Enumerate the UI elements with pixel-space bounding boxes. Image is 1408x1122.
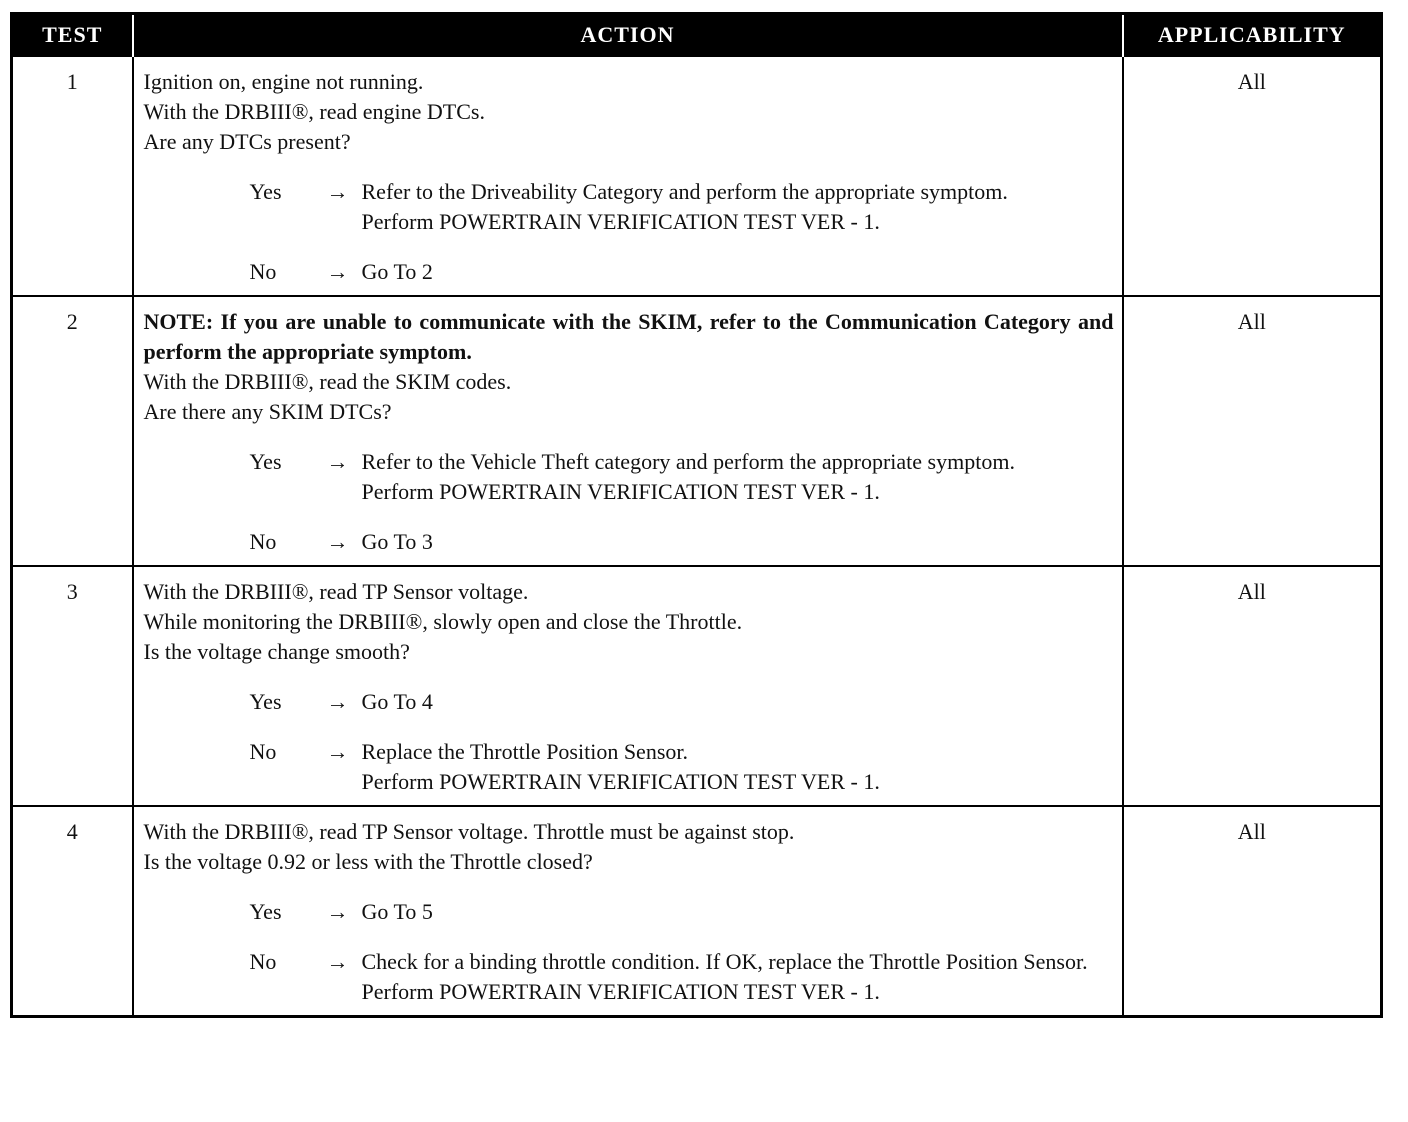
test-number: 2: [12, 296, 133, 566]
result-line: Perform POWERTRAIN VERIFICATION TEST VER - 1.: [361, 769, 880, 794]
arrow-icon: →: [326, 949, 349, 974]
action-cell: [133, 566, 1123, 806]
answer-label: No: [249, 739, 277, 764]
answer-result: [362, 897, 1114, 927]
result-line: Check for a binding throttle condition. If OK, replace the Throttle Position Sensor.: [361, 949, 1088, 974]
result-line: Go To 3: [361, 529, 433, 554]
answer-no: [250, 257, 1114, 287]
result-line: Go To 2: [361, 259, 433, 284]
action-line: Ignition on, engine not running.: [143, 69, 424, 94]
answer-yes: [250, 177, 1114, 237]
answer-yes: [250, 897, 1114, 927]
arrow-icon: →: [326, 179, 349, 204]
answer-label: No: [249, 259, 277, 284]
test-number: 3: [12, 566, 133, 806]
answer-no: [250, 527, 1114, 557]
answer-label: Yes: [249, 179, 282, 204]
action-line: While monitoring the DRBIII®, slowly open and close the Throttle.: [143, 609, 743, 634]
action-line: With the DRBIII®, read TP Sensor voltage.: [143, 579, 529, 604]
answer-label: No: [249, 529, 277, 554]
result-line: Refer to the Driveability Category and perform the appropriate symptom.: [361, 179, 1008, 204]
answer-yes: [250, 687, 1114, 717]
result-line: Refer to the Vehicle Theft category and perform the appropriate symptom.: [361, 449, 1015, 474]
applicability-value: All: [1123, 296, 1382, 566]
table-row: [12, 56, 1382, 296]
result-line: Perform POWERTRAIN VERIFICATION TEST VER - 1.: [361, 479, 880, 504]
answer-result: [362, 947, 1114, 1007]
table-header: [12, 14, 1382, 57]
answer-no: [250, 947, 1114, 1007]
test-number: 4: [12, 806, 133, 1017]
table-row: [12, 296, 1382, 566]
answer-label: Yes: [249, 689, 282, 714]
result-line: Perform POWERTRAIN VERIFICATION TEST VER - 1.: [361, 979, 880, 1004]
answer-label: Yes: [249, 449, 282, 474]
header-applicability: APPLICABILITY: [1123, 14, 1382, 57]
arrow-icon: →: [326, 689, 349, 714]
arrow-icon: →: [326, 529, 349, 554]
diagnostic-table-container: [10, 12, 1380, 1018]
applicability-value: All: [1123, 806, 1382, 1017]
answer-label: No: [249, 949, 277, 974]
answer-result: [362, 177, 1114, 237]
applicability-value: All: [1123, 566, 1382, 806]
result-line: Replace the Throttle Position Sensor.: [361, 739, 688, 764]
answer-yes: [250, 447, 1114, 507]
test-number: 1: [12, 56, 133, 296]
action-line: With the DRBIII®, read engine DTCs.: [143, 99, 485, 124]
result-line: Perform POWERTRAIN VERIFICATION TEST VER - 1.: [361, 209, 880, 234]
answer-no: [250, 737, 1114, 797]
arrow-icon: →: [326, 259, 349, 284]
table-body: [12, 56, 1382, 1017]
header-action: ACTION: [133, 14, 1123, 57]
header-test: TEST: [12, 14, 133, 57]
arrow-icon: →: [326, 449, 349, 474]
action-line: With the DRBIII®, read TP Sensor voltage. Throttle must be against stop.: [143, 819, 795, 844]
action-line: Are any DTCs present?: [143, 129, 351, 154]
action-line: Are there any SKIM DTCs?: [143, 399, 392, 424]
action-cell: [133, 296, 1123, 566]
answer-result: [362, 527, 1114, 557]
answer-label: Yes: [249, 899, 282, 924]
result-line: Go To 5: [361, 899, 433, 924]
table-row: [12, 566, 1382, 806]
action-cell: [133, 56, 1123, 296]
answer-result: [362, 257, 1114, 287]
result-line: Go To 4: [361, 689, 433, 714]
answer-result: [362, 737, 1114, 797]
arrow-icon: →: [326, 899, 349, 924]
diagnostic-test-table: [10, 12, 1383, 1018]
answer-result: [362, 447, 1114, 507]
note-text: NOTE: If you are unable to communicate with the SKIM, refer to the Communication Category and perform the appropriate symptom.: [143, 309, 1114, 364]
action-line: Is the voltage 0.92 or less with the Throttle closed?: [143, 849, 593, 874]
action-line: Is the voltage change smooth?: [143, 639, 410, 664]
table-row: [12, 806, 1382, 1017]
action-cell: [133, 806, 1123, 1017]
arrow-icon: →: [326, 739, 349, 764]
applicability-value: All: [1123, 56, 1382, 296]
answer-result: [362, 687, 1114, 717]
action-line: With the DRBIII®, read the SKIM codes.: [143, 369, 512, 394]
